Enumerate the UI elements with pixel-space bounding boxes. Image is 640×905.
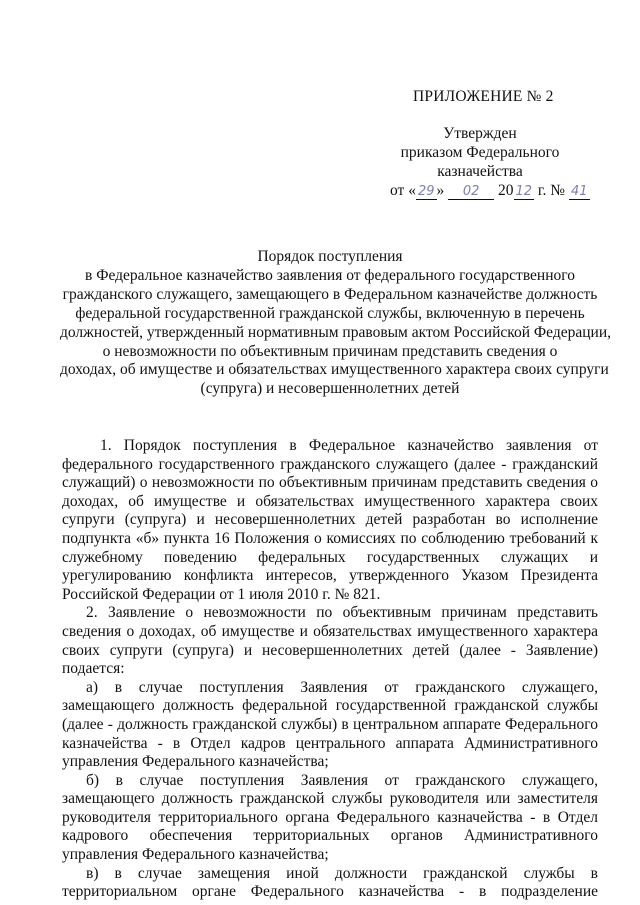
approved-line-3: казначейства: [437, 163, 523, 180]
approved-line-1: Утвержден: [443, 125, 517, 142]
title-line-2: в Федеральное казначейство заявления от федерального государственного: [85, 266, 575, 284]
title-line-3: гражданского служащего, замещающего в Федеральном казначействе должность: [62, 285, 598, 303]
approved-line-2: приказом Федерального: [400, 144, 560, 161]
date-year-prefix: 20: [498, 182, 514, 199]
document-body: [62, 437, 598, 902]
paragraph-2a: а) в случае поступления Заявления от гражданского служащего, замещающего должность федеральной государственной гражданской службы (далее - должность гражданской службы) в центральном аппарате Федерального казначейства - в Отдел кадров центрального аппарата Административного управления Федерального казначейства;: [62, 678, 598, 771]
title-line-5: должностей, утвержденный нормативным правовым актом Российской Федерации,: [60, 323, 611, 341]
date-month-handwritten: 02: [462, 184, 480, 199]
paragraph-2b: б) в случае поступления Заявления от гражданского служащего, замещающего должность гражданской службы руководителя или заместителя руководителя территориального органа Федерального казначейства - в Отдел кадрового обеспечения территориальных органов Административного управления Федерального казначейства;: [62, 771, 598, 864]
order-number-handwritten: 41: [570, 184, 588, 199]
document-title: [60, 248, 611, 399]
paragraph-1: 1. Порядок поступления в Федеральное казначейство заявления от федерального государственного гражданского служащего (далее - гражданский служащий) о невозможности по объективным причинам представить сведения о доходах, об имуществе и обязательствах имущественного характера своих супруги (супруга) и несовершеннолетних детей разработан во исполнение подпункта «б» пункта 16 Положения о комиссиях по соблюдению требований к служебному поведению федеральных государственных служащих и урегулированию конфликта интересов, утвержденного Указом Президента Российской Федерации от 1 июля 2010 г. № 821.: [62, 437, 598, 603]
number-sign: №: [550, 182, 566, 199]
approval-date-line: [390, 181, 588, 200]
date-day-handwritten: 29: [417, 184, 435, 199]
paragraph-2: 2. Заявление о невозможности по объективным причинам представить сведения о доходах, об имуществе и обязательствах имущественного характера своих супруги (супруга) и несовершеннолетних детей (далее - Заявление) подается:: [62, 604, 598, 678]
date-prefix: от «: [390, 182, 416, 199]
date-year-unit: г.: [537, 182, 547, 199]
title-line-4: федеральной государственной гражданской службы, включенную в перечень: [75, 304, 585, 322]
title-line-6: о невозможности по объективным причинам представить сведения о: [102, 342, 558, 360]
approval-block: [380, 124, 588, 200]
date-mid: »: [436, 182, 445, 199]
date-year-handwritten: 12: [515, 184, 533, 199]
appendix-number: ПРИЛОЖЕНИЕ № 2: [413, 88, 554, 105]
title-line-7: доходах, об имуществе и обязательствах имущественного характера своих супруги: [60, 361, 609, 379]
paragraph-2c: в) в случае замещения иной должности гражданской службы в территориальном органе Федерального казначейства - в подразделение: [62, 864, 598, 901]
title-line-1: Порядок поступления: [257, 248, 403, 265]
title-line-8: (супруга) и несовершеннолетних детей: [200, 380, 460, 398]
